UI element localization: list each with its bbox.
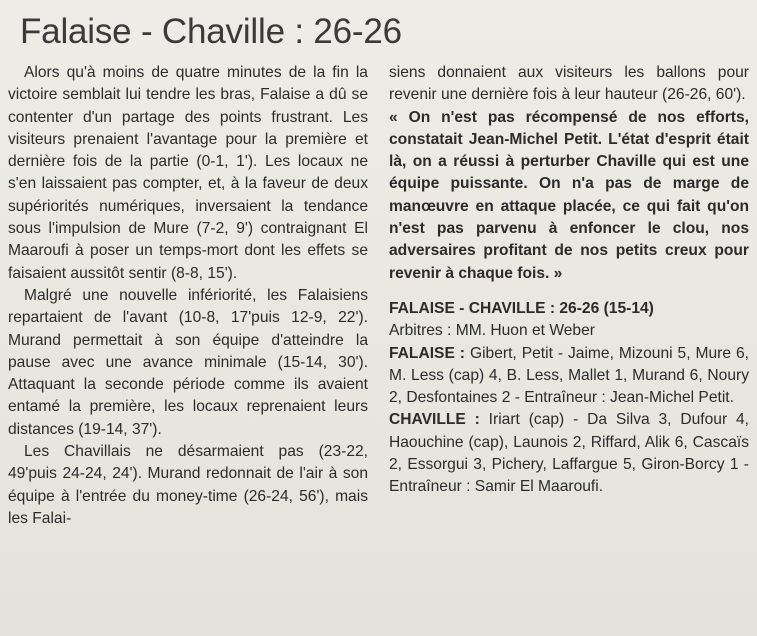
coach-quote: « On n'est pas récompensé de nos efforts, constatait Jean-Michel Petit. L'état d'esprit était là, on a réussi à perturber Chaville qui est une équipe puissante. On n'a pas de marge de manœuvre en attaque placée, ce qui fait qu'on n'est pas parvenu à enfoncer le clou, nos adversaires profitant de nos petits creux pour revenir à chaque fois. » (389, 108, 749, 282)
article-paragraph-2: Malgré une nouvelle infériorité, les Falaisiens repartaient de l'avant (10-8, 17'puis 12-9, 22'). Murand permettait à son équipe d'atteindre la pause avec une avance minimale (15-14, 30'). Attaquant la seconde période comme ils avaient entamé la première, les locaux reprenaient leurs distances (19-14, 37'). (8, 286, 368, 438)
article-paragraph-1: Alors qu'à moins de quatre minutes de la fin la victoire semblait lui tendre les bras, Falaise a dû se contenter d'un partage des points frustrant. Les visiteurs prenaient l'avantage pour la première et dernière fois de la partie (0-1, 1'). Les locaux ne s'en laissaient pas compter, et, à la faveur de deux supériorités numériques, inversaient la tendance sous l'impulsion de Mure (7-2, 9') contraignant El Maaroufi à poser un temps-mort dont les effets se faisaient aussitôt sentir (8-8, 15'). (8, 64, 368, 282)
article-paragraph-4: siens donnaient aux visiteurs les ballons pour revenir une dernière fois à leur hauteur (26-26, 60'). (389, 64, 749, 104)
team-chaville-lineup (389, 409, 749, 498)
team-chaville-name: CHAVILLE : (389, 411, 480, 429)
right-column (389, 62, 749, 499)
article-title: Falaise - Chaville : 26-26 (20, 12, 402, 51)
team-falaise-lineup (389, 343, 749, 410)
left-column (8, 62, 368, 530)
team-falaise-players: Gibert, Petit - Jaime, Mizouni 5, Mure 6, M. Less (cap) 4, B. Less, Mallet 1, Murand 6, Noury 2, Desfontaines 2 - Entraîneur : Jean-Michel Petit. (389, 344, 749, 407)
article-paragraph-3: Les Chavillais ne désarmaient pas (23-22, 49'puis 24-24, 24'). Murand redonnait de l'air à son équipe à l'entrée du money-time (26-24, 56'), mais les Falai- (8, 443, 368, 527)
team-falaise-name: FALAISE : (389, 344, 465, 362)
team-chaville-players: Iriart (cap) - Da Silva 3, Dufour 4, Haouchine (cap), Launois 2, Riffard, Alik 6, Cascaïs 2, Essorgui 3, Pichery, Laffargue 5, Giron-Borcy 1 - Entraîneur : Samir El Maaroufi. (389, 411, 749, 496)
match-referees: Arbitres : MM. Huon et Weber (389, 322, 595, 340)
match-box-heading: FALAISE - CHAVILLE : 26-26 (15-14) (389, 299, 654, 317)
